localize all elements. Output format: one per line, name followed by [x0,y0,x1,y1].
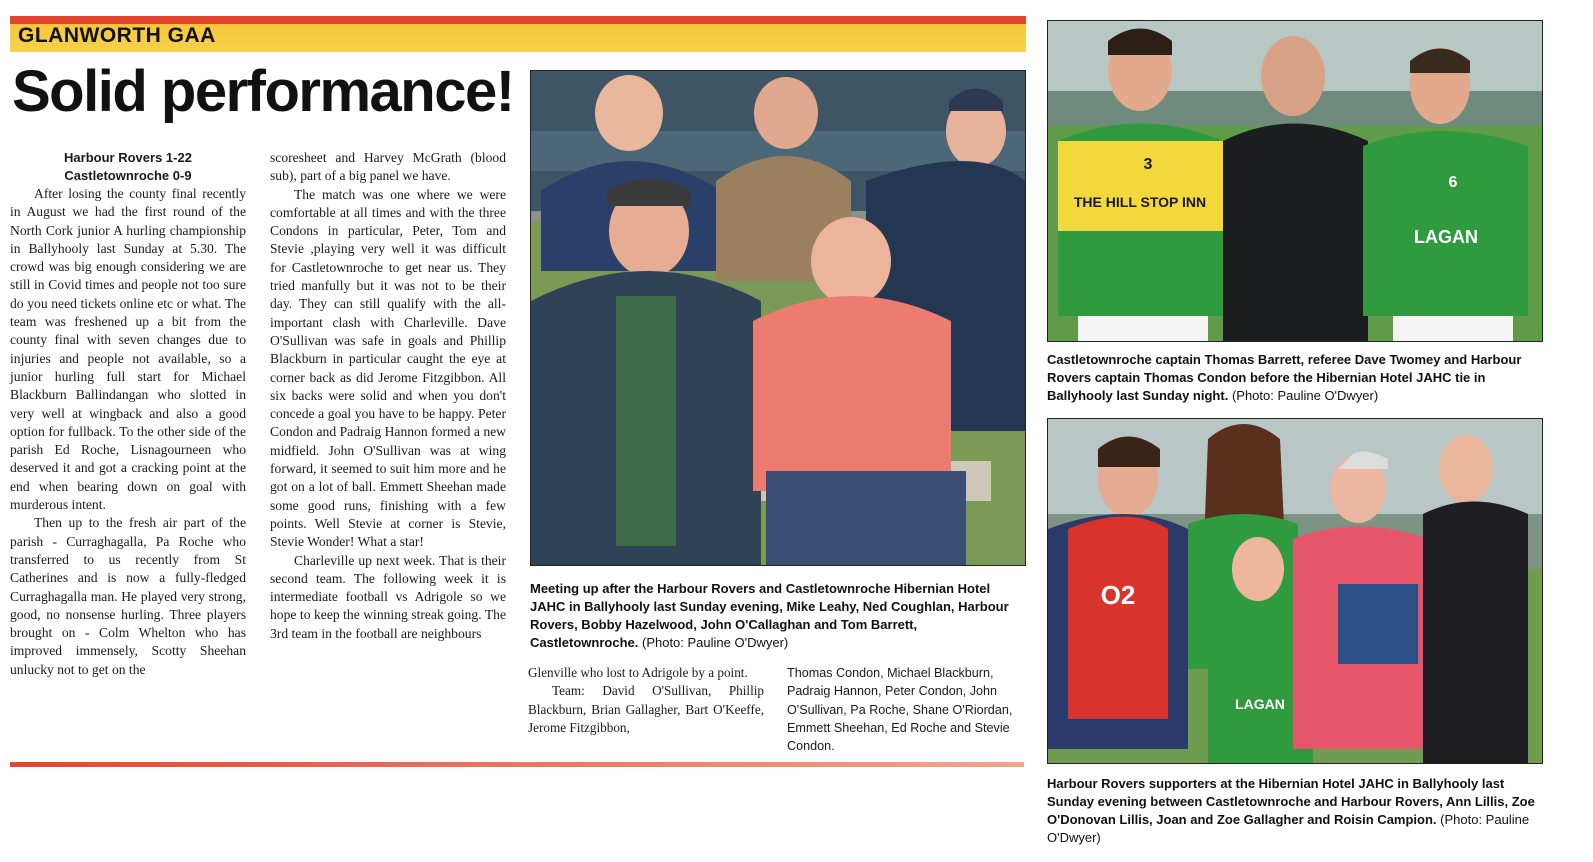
photo-supporters-women [1047,418,1543,764]
article-column-4 [787,664,1023,755]
photo-caption-2 [1047,351,1543,405]
jersey-number-right: 6 [1448,174,1458,191]
photo-captains-referee [1047,20,1543,342]
article-paragraph: scoresheet and Harvey McGrath (blood sub), part of a big panel we have. [270,150,506,184]
article-column-1 [10,149,246,679]
jersey-sponsor-left: THE HILL STOP INN [1073,194,1207,210]
section-label: GLANWORTH GAA [18,24,216,47]
jersey-number-left: 3 [1143,156,1153,173]
match-result-home: Harbour Rovers 1-22 [64,150,192,165]
article-column-2 [270,149,506,643]
jersey-brand-red: O2 [1100,580,1136,610]
team-list-continued: Thomas Condon, Michael Blackburn, Padraig Hannon, Peter Condon, John O'Sullivan, Pa Roche, Shane O'Riordan, Emmett Sheehan, Ed Roche and Stevie Condon. [787,666,1013,754]
headline: Solid performance! [12,59,514,124]
bottom-rule [10,762,1024,767]
jersey-sponsor-right: LAGAN [1414,227,1478,247]
jersey-sponsor-girl: LAGAN [1235,696,1285,712]
photo-caption-1 [530,580,1026,652]
caption-text: Harbour Rovers supporters at the Hibernian Hotel JAHC in Ballyhooly last Sunday evening between Castletownroche and Harbour Rovers, Ann Lillis, Zoe O'Donovan Lillis, Joan and Zoe Gallagher and Roisin Campion. [1047,776,1535,827]
caption-text: Castletownroche captain Thomas Barrett, referee Dave Twomey and Harbour Rovers captain Thomas Condon before the Hibernian Hotel JAHC tie in Ballyhooly last Sunday night. [1047,352,1522,403]
caption-text: Meeting up after the Harbour Rovers and Castletownroche Hibernian Hotel JAHC in Ballyhooly last Sunday evening, Mike Leahy, Ned Coughlan, Harbour Rovers, Bobby Hazelwood, John O'Callaghan and Tom Barrett, Castletownroche. [530,581,1009,650]
article-paragraph: Then up to the fresh air part of the parish - Curraghagalla, Pa Roche who transferred to us recently from St Catherines and is now a fully-fledged Curraghagalla man. He played very strong, good, no nonsense hurling. Three players brought on - Colm Whelton who has improved immensely, Scotty Sheehan unlucky not to get on the [10,515,246,677]
article-paragraph: The match was one where we were comfortable at all times and with the three Condons in particular, Peter, Tom and Stevie ,playing very well it was difficult for Castletownroche to get near us. They tried manfully but it was not to be their day. They can still qualify with the all-important clash with Charleville. Dave O'Sullivan was safe in goals and Phillip Blackburn in particular caught the eye at corner back as did Jerome Fitzgibbon. All six backs were solid and when you don't concede a goal you have to be happy. Peter Condon and Padraig Hannon formed a new midfield. John O'Sullivan was at wing forward, it seemed to suit him more and he got on a lot of ball. Emmett Sheehan made some good runs, finishing with a few points. Well Stevie at corner is Stevie, Stevie Wonder! What a star! [270,186,506,550]
photo-credit: (Photo: Pauline O'Dwyer) [1047,812,1530,845]
photo-caption-3 [1047,775,1543,847]
article-paragraph: Team: David O'Sullivan, Phillip Blackburn, Brian Gallagher, Bart O'Keeffe, Jerome Fitzgibbon, [528,683,764,735]
article-paragraph: Glenville who lost to Adrigole by a point. [528,665,748,680]
photo-credit: (Photo: Pauline O'Dwyer) [641,635,789,650]
article-paragraph: Charleville up next week. That is their second team. The following week it is intermediate football vs Adrigole so we hope to keep the winning streak going. The 3rd team in the football are neighbours [270,552,506,641]
photo-supporters-men [530,70,1026,566]
match-result-away: Castletownroche 0-9 [64,168,192,183]
article-column-3 [528,664,764,737]
photo-credit: (Photo: Pauline O'Dwyer) [1231,388,1379,403]
article-paragraph: After losing the county final recently in August we had the first round of the North Cork junior A hurling championship in Ballyhooly last Sunday at 5.30. The crowd was big enough considering we are still in Covid times and people not too sure do you need tickets online etc or what. The team was freshened up a bit from the county final with seven changes due to injuries and people not available, so a junior hurling full start for Michael Blackburn Ballindangan who slotted in very well at wingback and also a good option for fullback. To the other side of the parish Ed Roche, Lisnagourneen who deserved it and got a cracking point at the end when bearing down on goal with murderous intent. [10,186,246,513]
